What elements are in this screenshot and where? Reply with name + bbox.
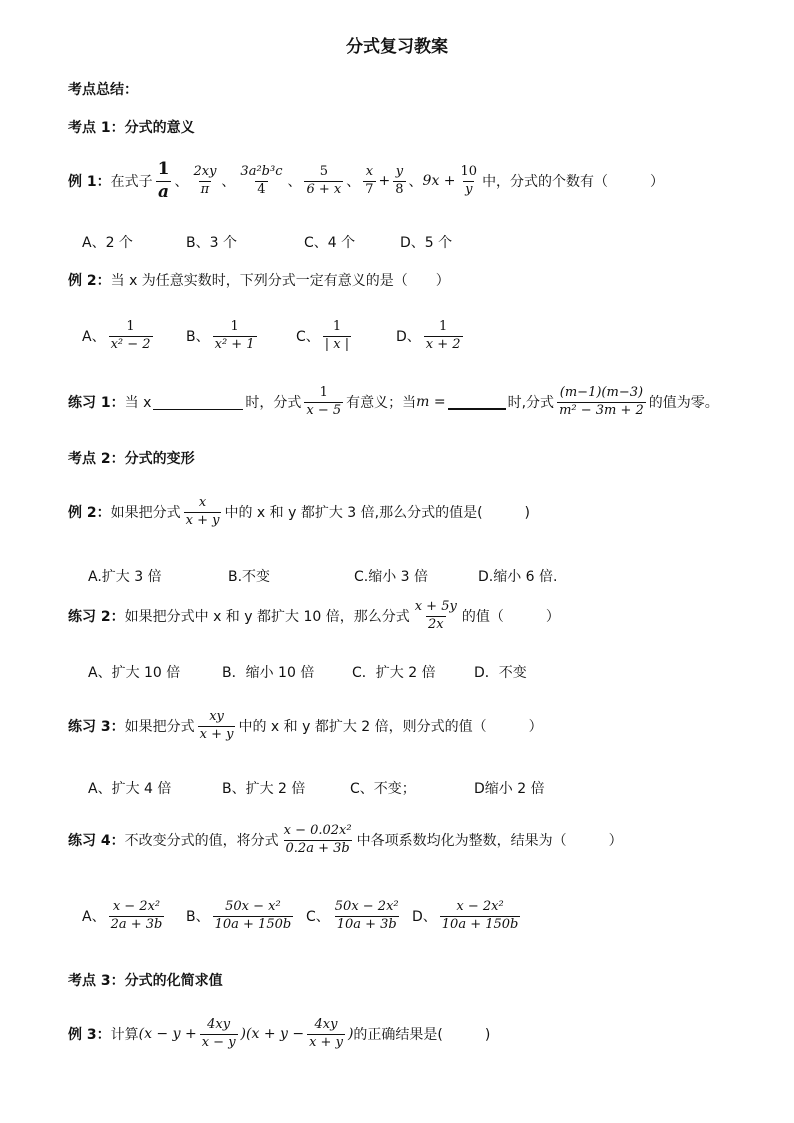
fraction-x-plus-5y-over-2x: $\frac{x + 5y}{2x}$ (414, 599, 457, 632)
fraction-practice-4: $\frac{\text{x − 0.02x²}}{0.2a + 3b}$ (283, 823, 352, 856)
pr4-option-b: B、 $\frac{\text{50x − x²}}{10a + 150b}$ (186, 899, 292, 932)
answer-blank-1[interactable] (153, 395, 243, 410)
ex2-option-d: D、 $\frac{1}{x + 2}$ (396, 319, 461, 352)
fraction-3a2b3c-over-4: $\frac{\text{3a²b³c}}{4}$ (240, 163, 283, 197)
fraction-1-over-a: $\frac{1}{a}$ (157, 159, 170, 202)
fraction-x-over-7: $\frac{x}{7}$ (365, 163, 374, 197)
example-2-text: 当 x 为任意实数时，下列分式一定有意义的是（ ） (110, 273, 450, 289)
practice-3: 练习 3： 如果把分式 $\frac{xy}{x + y}$ 中的 x 和 y 都扩大 2 倍，则分式的值（ ） (68, 709, 543, 742)
example-1-suffix: 中，分式的个数有（ ） (482, 174, 665, 191)
pr4-option-a: A、 $\frac{\text{x − 2x²}}{2a + 3b}$ (82, 899, 163, 932)
page-title: 分式复习教案 (346, 37, 448, 57)
ex2-option-c: C、 $\frac{1}{| x |}$ (296, 319, 350, 352)
fraction-x-over-x-plus-y: $\frac{x}{x + y}$ (185, 495, 220, 528)
fraction-1-over-x-minus-5: $\frac{1}{x - 5}$ (306, 385, 342, 418)
ex1-option-d: D、5 个 (400, 235, 453, 251)
example-1: 例 1： 在式子 $\frac{1}{a}$ 、 $\frac{2xy}{\pi}$ 、 $\frac{\text{3a²b³c}}{4}$ 、 $\frac{5}{6 + x}$ 、 $\frac{x}{7}$ + $\frac{y}{8}$ 、 9x + $\frac{10}{y}$ 中，分式的个数有（ ） (68, 159, 665, 202)
pr3-option-b: B、扩大 2 倍 (222, 781, 306, 797)
fraction-5-over-6-plus-x: $\frac{5}{6 + x}$ (306, 163, 342, 197)
ex1-option-a: A、2 个 (82, 235, 133, 251)
example-3: 例 3： 计算 (x − y + $\frac{4xy}{x - y}$ )(x + y − $\frac{4xy}{x + y}$ ) 的正确结果是( ) (68, 1017, 491, 1050)
ex2b-option-a: A.扩大 3 倍 (88, 569, 162, 585)
practice-2: 练习 2： 如果把分式中 x 和 y 都扩大 10 倍，那么分式 $\frac{x + 5y}{2x}$ 的值（ ） (68, 599, 560, 632)
fraction-10-over-y: $\frac{10}{y}$ (460, 163, 478, 197)
pr2-option-c: C．扩大 2 倍 (352, 665, 436, 681)
pr2-option-b: B．缩小 10 倍 (222, 665, 315, 681)
practice-4: 练习 4： 不改变分式的值，将分式 $\frac{\text{x − 0.02x²}}{0.2a + 3b}$ 中各项系数均化为整数，结果为（ ） (68, 823, 623, 856)
practice-1: 练习 1： 当 x 时，分式 $\frac{1}{x - 5}$ 有意义；当 m = 时,分式 $\frac{(m-1)(m-3)}{\text{m² − 3m + 2}}$ 的值为零。 (68, 385, 719, 418)
practice-1-label: 练习 1： (68, 395, 125, 412)
ex2b-option-c: C.缩小 3 倍 (354, 569, 429, 585)
topic-1-heading: 考点 1：分式的意义 (68, 120, 195, 136)
example-2b: 例 2： 如果把分式 $\frac{x}{x + y}$ 中的 x 和 y 都扩大 3 倍,那么分式的值是( ) (68, 495, 531, 528)
fraction-m-expression: $\frac{(m-1)(m-3)}{\text{m² − 3m + 2}}$ (559, 385, 644, 418)
topic-3-heading: 考点 3：分式的化简求值 (68, 973, 223, 989)
fraction-2xy-over-pi: $\frac{2xy}{\pi}$ (193, 163, 217, 197)
fraction-4xy-over-x-plus-y: $\frac{4xy}{x + y}$ (309, 1017, 343, 1050)
ex2-option-a: A、 $\frac{1}{\text{x² − 2}}$ (82, 319, 151, 352)
ex2b-option-d: D.缩小 6 倍. (478, 569, 558, 585)
ex2-option-b: B、 $\frac{1}{\text{x² + 1}}$ (186, 319, 255, 352)
answer-blank-2[interactable] (448, 394, 506, 410)
pr4-option-c: C、 $\frac{\text{50x − 2x²}}{10a + 3b}$ (306, 899, 399, 932)
fraction-y-over-8: $\frac{y}{8}$ (395, 163, 404, 197)
pr3-option-d: D缩小 2 倍 (474, 781, 545, 797)
pr3-option-a: A、扩大 4 倍 (88, 781, 172, 797)
pr4-option-d: D、 $\frac{\text{x − 2x²}}{10a + 150b}$ (412, 899, 519, 932)
expr-9x-plus: 9x + (422, 173, 456, 190)
pr3-option-c: C、不变； (350, 781, 416, 797)
ex1-option-c: C、4 个 (304, 235, 356, 251)
fraction-4xy-over-x-minus-y: $\frac{4xy}{x - y}$ (201, 1017, 236, 1050)
fraction-xy-over-x-plus-y: $\frac{xy}{x + y}$ (199, 709, 234, 742)
example-1-prefix: 在式子 (110, 174, 153, 191)
summary-heading: 考点总结： (68, 82, 138, 98)
example-1-label: 例 1： (68, 174, 111, 191)
ex1-option-b: B、3 个 (186, 235, 237, 251)
example-2-label: 例 2： (68, 273, 111, 289)
pr2-option-d: D．不变 (474, 665, 527, 681)
pr2-option-a: A、扩大 10 倍 (88, 665, 181, 681)
topic-2-heading: 考点 2：分式的变形 (68, 451, 195, 467)
ex2b-option-b: B.不变 (228, 569, 271, 585)
example-2 (68, 270, 450, 290)
